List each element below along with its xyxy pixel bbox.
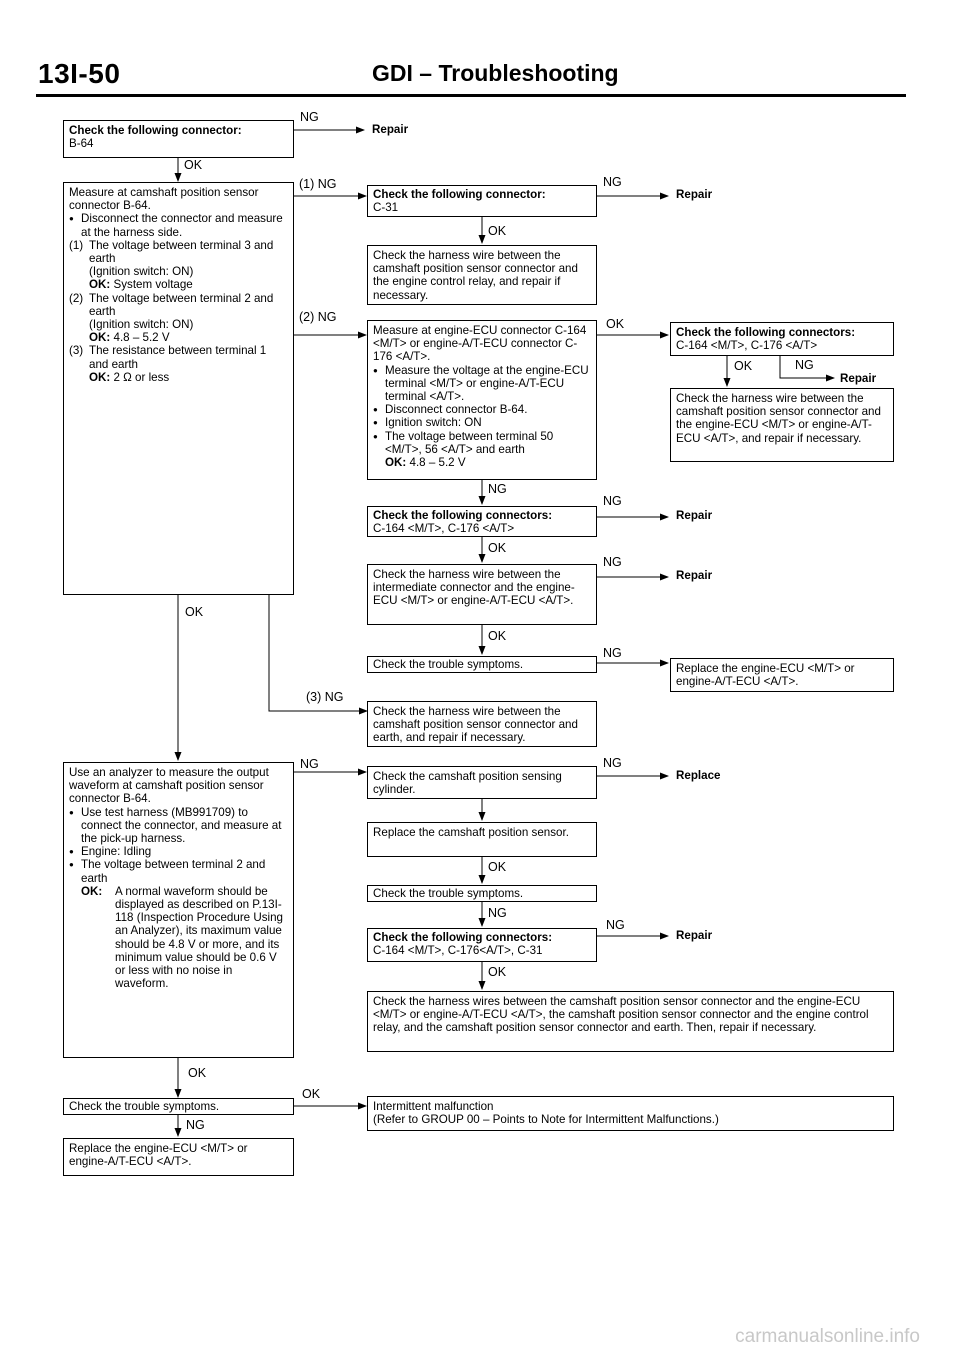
box-line2: (Refer to GROUP 00 – Points to Note for Intermittent Malfunctions.) [373, 1113, 719, 1127]
box-line1: Intermittent malfunction [373, 1100, 494, 1113]
bullet-voltage-terminal [373, 430, 591, 470]
label-ok-connr: OK [734, 359, 753, 373]
label-ok-ecu: OK [606, 317, 625, 331]
label-ng1: (1) NG [299, 177, 337, 191]
item-3-ok: 2 Ω or less [113, 370, 170, 384]
box-check-connector-c31 [367, 185, 597, 217]
label-ng-trouble2: NG [488, 906, 507, 920]
ok-key: OK: [385, 456, 407, 470]
box-intermittent-malfunction [367, 1096, 894, 1131]
page-number: 13I-50 [38, 58, 121, 89]
box-body: B-64 [69, 137, 94, 151]
box-text: Check the harness wire between the camshaft position sensor connector and earth, and repair if necessary. [373, 705, 578, 745]
box-intro: Use an analyzer to measure the output waveform at camshaft position sensor connector B-64. [69, 766, 269, 806]
ok-text: A normal waveform should be displayed as described on P.13I-118 (Inspection Procedure Using an Analyzer), its maximum value should be 4.8 V or more, and its minimum value should be 0.6 V or less with no noise in waveform. [115, 884, 283, 991]
box-replace-camshaft-sensor [367, 822, 597, 857]
box-text: Check the camshaft position sensing cylinder. [373, 770, 562, 797]
label-ng2: (2) NG [299, 310, 337, 324]
box-text: Replace the engine-ECU <M/T> or engine-A/T-ECU <A/T>. [69, 1142, 248, 1169]
bullet-measure-voltage: ● Measure the voltage at the engine-ECU terminal <M/T> or engine-A/T-ECU terminal <A/T>. [373, 364, 591, 404]
box-text: Replace the camshaft position sensor. [373, 826, 569, 839]
box-text: Check the harness wire between the intermediate connector and the engine-ECU <M/T> or engine-A/T-ECU <A/T>. [373, 568, 575, 608]
label-ng-c31: NG [603, 175, 622, 189]
label-ng-connr: NG [795, 358, 814, 372]
label-ng-b1: NG [300, 110, 319, 124]
bullet-test-harness: ● Use test harness (MB991709) to connect the connector, and measure at the pick-up harness. [69, 806, 288, 846]
label-ng-trouble1: NG [603, 646, 622, 660]
box-body: C-164 <M/T>, C-176 <A/T> [676, 339, 818, 353]
result-repair-c31: Repair [676, 188, 713, 201]
item-1-ok: System voltage [113, 278, 193, 292]
box-harness-intermediate-connector [367, 564, 597, 625]
item-2-text: The voltage between terminal 2 and earth [89, 291, 274, 318]
item-2-num: (2) [69, 291, 84, 305]
label-ng-analyzer: NG [300, 757, 319, 771]
box-check-connector-b64 [63, 120, 294, 158]
box-intro: Measure at engine-ECU connector C-164 <M/T> or engine-A/T-ECU connector C-176 <A/T>. [373, 324, 587, 364]
item-1-cond: (Ignition switch: ON) [89, 265, 194, 279]
box-text: Check the harness wire between the camshaft position sensor connector and the engine-ECU <M/T> or engine-A/T-ECU <A/T>, and repair if necessary. [676, 392, 881, 445]
box-text: Check the harness wires between the camshaft position sensor connector and the engine-ECU <M/T> or engine-A/T-ECU <A/T>, the camshaft position sensor connector and the engine control relay, and the camshaft position sensor connector and earth. Then, repair if necessary. [373, 995, 869, 1035]
item-1 [69, 239, 288, 292]
item-3-text: The resistance between terminal 1 and earth [89, 344, 267, 371]
item-3 [69, 344, 288, 384]
result-repair-harness2: Repair [676, 569, 713, 582]
box-harness-earth [367, 701, 597, 747]
label-ng-harness2: NG [603, 555, 622, 569]
box-check-sensing-cylinder [367, 766, 597, 799]
result-repair-conn2: Repair [676, 509, 713, 522]
item-2-ok-key: OK: [89, 331, 111, 345]
box-title: Check the following connector: [373, 188, 546, 201]
box-replace-engine-ecu-1 [670, 658, 894, 692]
item-1-ok-key: OK: [89, 278, 111, 292]
box-text: Replace the engine-ECU <M/T> or engine-A/T-ECU <A/T>. [676, 662, 855, 689]
label-ok-harness2: OK [488, 629, 507, 643]
item-3-num: (3) [69, 344, 84, 358]
label-ng-ecu: NG [488, 482, 507, 496]
item-1-text: The voltage between terminal 3 and earth [89, 238, 274, 266]
item-2-ok: 4.8 – 5.2 V [113, 331, 170, 345]
box-title: Check the following connectors: [373, 509, 553, 522]
bullet-voltage-text: The voltage between terminal 50 <M/T>, 56 <A/T> and earth [385, 429, 554, 456]
label-ok-conn2: OK [488, 541, 507, 555]
bullet-ignition-on: ● Ignition switch: ON [373, 416, 591, 429]
box-check-connectors-c164-c176-c31 [367, 928, 597, 962]
box-body: C-164 <M/T>, C-176 <A/T> [373, 522, 515, 536]
result-repair-right: Repair [840, 372, 877, 385]
ok-criteria [81, 885, 288, 991]
item-2 [69, 292, 288, 345]
box-harness-wires-all [367, 991, 894, 1052]
box-check-connectors-c164-c176 [367, 506, 597, 537]
box-body: C-164 <M/T>, C-176<A/T>, C-31 [373, 944, 543, 958]
box-check-connectors-right [670, 322, 894, 356]
box-text: Check the harness wire between the camshaft position sensor connector and the engine control relay, and repair if necessary. [373, 249, 578, 302]
box-replace-engine-ecu-2 [63, 1138, 294, 1176]
bullet-voltage [69, 858, 288, 990]
ok-key: OK: [81, 884, 103, 898]
box-measure-camshaft-sensor [63, 182, 294, 595]
box-text: Check the trouble symptoms. [373, 887, 524, 900]
box-measure-engine-ecu [367, 320, 597, 480]
bullet-disconnect-b64: ● Disconnect connector B-64. [373, 403, 591, 416]
bullet-disconnect: ● Disconnect the connector and measure at the harness side. [69, 212, 288, 238]
label-ok-conn3: OK [488, 965, 507, 979]
box-analyzer-waveform [63, 762, 294, 1058]
box-title: Check the following connectors: [676, 326, 856, 339]
label-ng-cyl: NG [603, 756, 622, 770]
box-text: Check the trouble symptoms. [373, 658, 524, 671]
label-ok-sensor: OK [488, 860, 507, 874]
box-text: Check the trouble symptoms. [69, 1100, 220, 1113]
label-ng-conn3: NG [606, 918, 625, 932]
result-repair-conn3: Repair [676, 929, 713, 942]
item-1-num: (1) [69, 238, 84, 252]
box-harness-engine-control-relay [367, 245, 597, 305]
box-trouble-symptoms-2 [367, 885, 597, 902]
item-3-ok-key: OK: [89, 370, 111, 384]
box-trouble-symptoms-3 [63, 1098, 294, 1115]
label-ng-trouble3: NG [186, 1118, 205, 1132]
label-ok-trouble3: OK [302, 1087, 321, 1101]
result-repair-b1: Repair [372, 123, 409, 136]
bullet-engine-idling: ● Engine: Idling [69, 845, 288, 858]
label-ok-b2: OK [185, 605, 204, 619]
ok-text: 4.8 – 5.2 V [409, 456, 466, 470]
label-ng3: (3) NG [306, 690, 344, 704]
box-title: Check the following connectors: [373, 931, 553, 944]
label-ok-c31: OK [488, 224, 507, 238]
box-harness-ecu-right [670, 388, 894, 462]
box-title: Check the following connector: [69, 124, 242, 137]
bullet-voltage-text: The voltage between terminal 2 and earth [81, 858, 266, 885]
label-ng-conn2: NG [603, 494, 622, 508]
box-trouble-symptoms-1 [367, 656, 597, 673]
page-title: GDI – Troubleshooting [372, 60, 619, 86]
result-replace-cyl: Replace [676, 769, 721, 782]
label-ok-b1: OK [184, 158, 203, 172]
box-body: C-31 [373, 201, 399, 215]
item-2-cond: (Ignition switch: ON) [89, 318, 194, 332]
label-ok-analyzer: OK [188, 1066, 207, 1080]
box-intro: Measure at camshaft position sensor connector B-64. [69, 186, 259, 213]
watermark: carmanualsonline.info [735, 1326, 920, 1347]
